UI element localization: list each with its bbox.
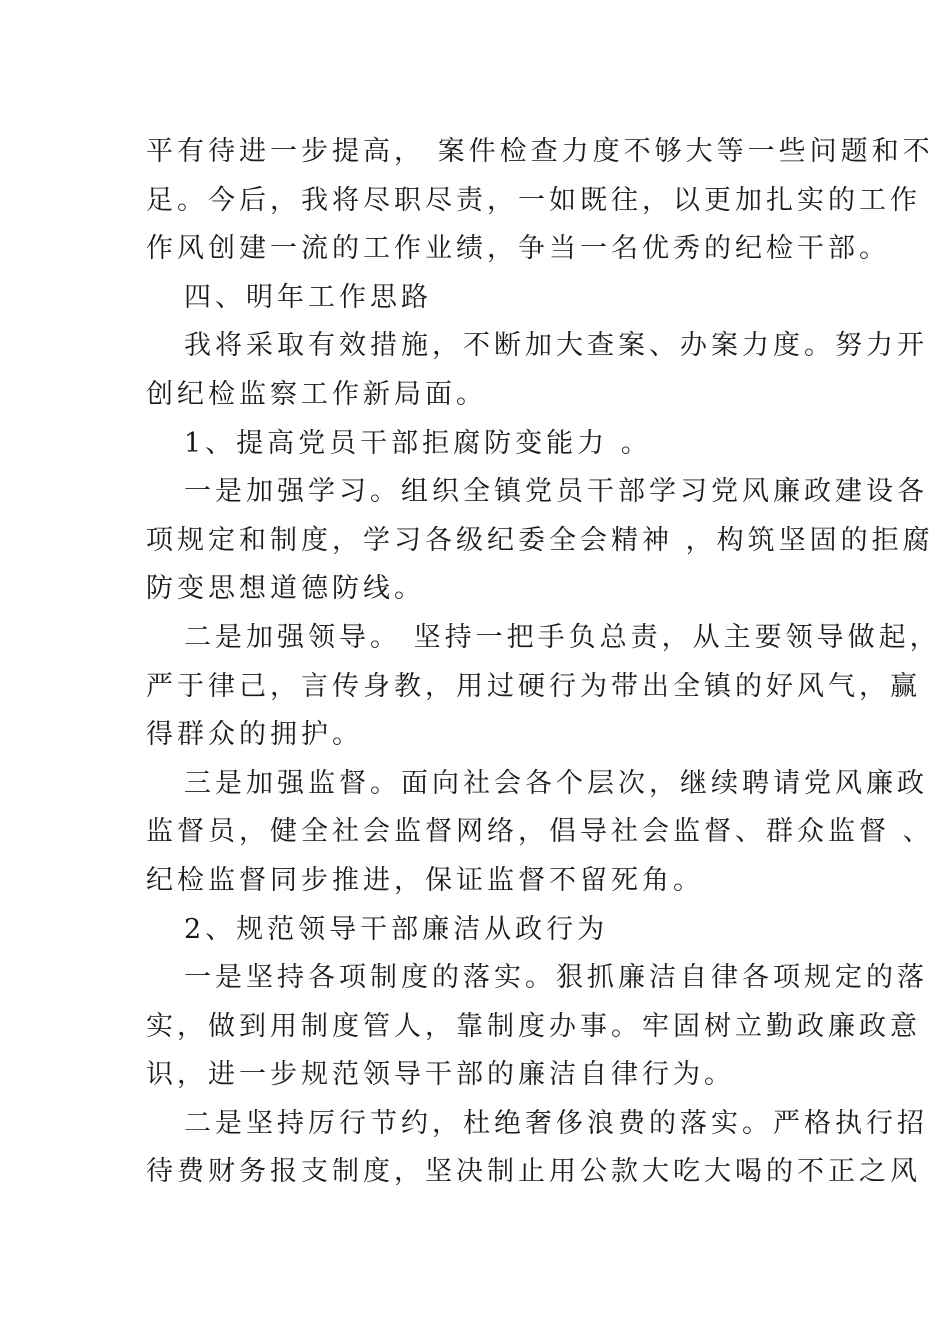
text-line: 项规定和制度，学习各级纪委全会精神 ，构筑坚固的拒腐: [146, 524, 934, 556]
text-line: 二是坚持厉行节约，杜绝奢侈浪费的落实。严格执行招: [184, 1107, 928, 1139]
text-line: 纪检监督同步推进，保证监督不留死角。: [146, 864, 704, 896]
text-line: 平有待进一步提高， 案件检查力度不够大等一些问题和不: [146, 136, 934, 167]
text-line: 防变思想道德防线。: [146, 573, 425, 605]
text-line: 监督员，健全社会监督网络，倡导社会监督、群众监督 、: [146, 816, 934, 848]
text-line: 我将采取有效措施，不断加大查案、办案力度。努力开: [184, 330, 928, 362]
text-line: 足。今后，我将尽职尽责，一如既往，以更加扎实的工作: [146, 184, 921, 216]
text-line: 1、提高党员干部拒腐防变能力 。: [184, 427, 652, 459]
text-line: 待费财务报支制度，坚决制止用公款大吃大喝的不正之风: [146, 1156, 921, 1188]
text-line: 四、明年工作思路: [184, 281, 432, 313]
text-line: 三是加强监督。面向社会各个层次，继续聘请党风廉政: [184, 767, 928, 799]
document-body: [146, 128, 941, 1197]
text-line: 一是坚持各项制度的落实。狠抓廉洁自律各项规定的落: [184, 962, 928, 994]
text-line: 得群众的拥护。: [146, 719, 363, 751]
text-line: 2、规范领导干部廉洁从政行为: [184, 913, 609, 945]
text-line: 实，做到用制度管人，靠制度办事。牢固树立勤政廉政意: [146, 1010, 921, 1042]
text-line: 一是加强学习。组织全镇党员干部学习党风廉政建设各: [184, 476, 928, 508]
text-line: 严于律己，言传身教，用过硬行为带出全镇的好风气，赢: [146, 670, 921, 702]
text-line: 二是加强领导。 坚持一把手负总责，从主要领导做起，: [184, 621, 941, 653]
text-line: 创纪检监察工作新局面。: [146, 378, 487, 410]
text-line: 作风创建一流的工作业绩，争当一名优秀的纪检干部。: [146, 233, 890, 265]
text-line: 识，进一步规范领导干部的廉洁自律行为。: [146, 1059, 735, 1091]
